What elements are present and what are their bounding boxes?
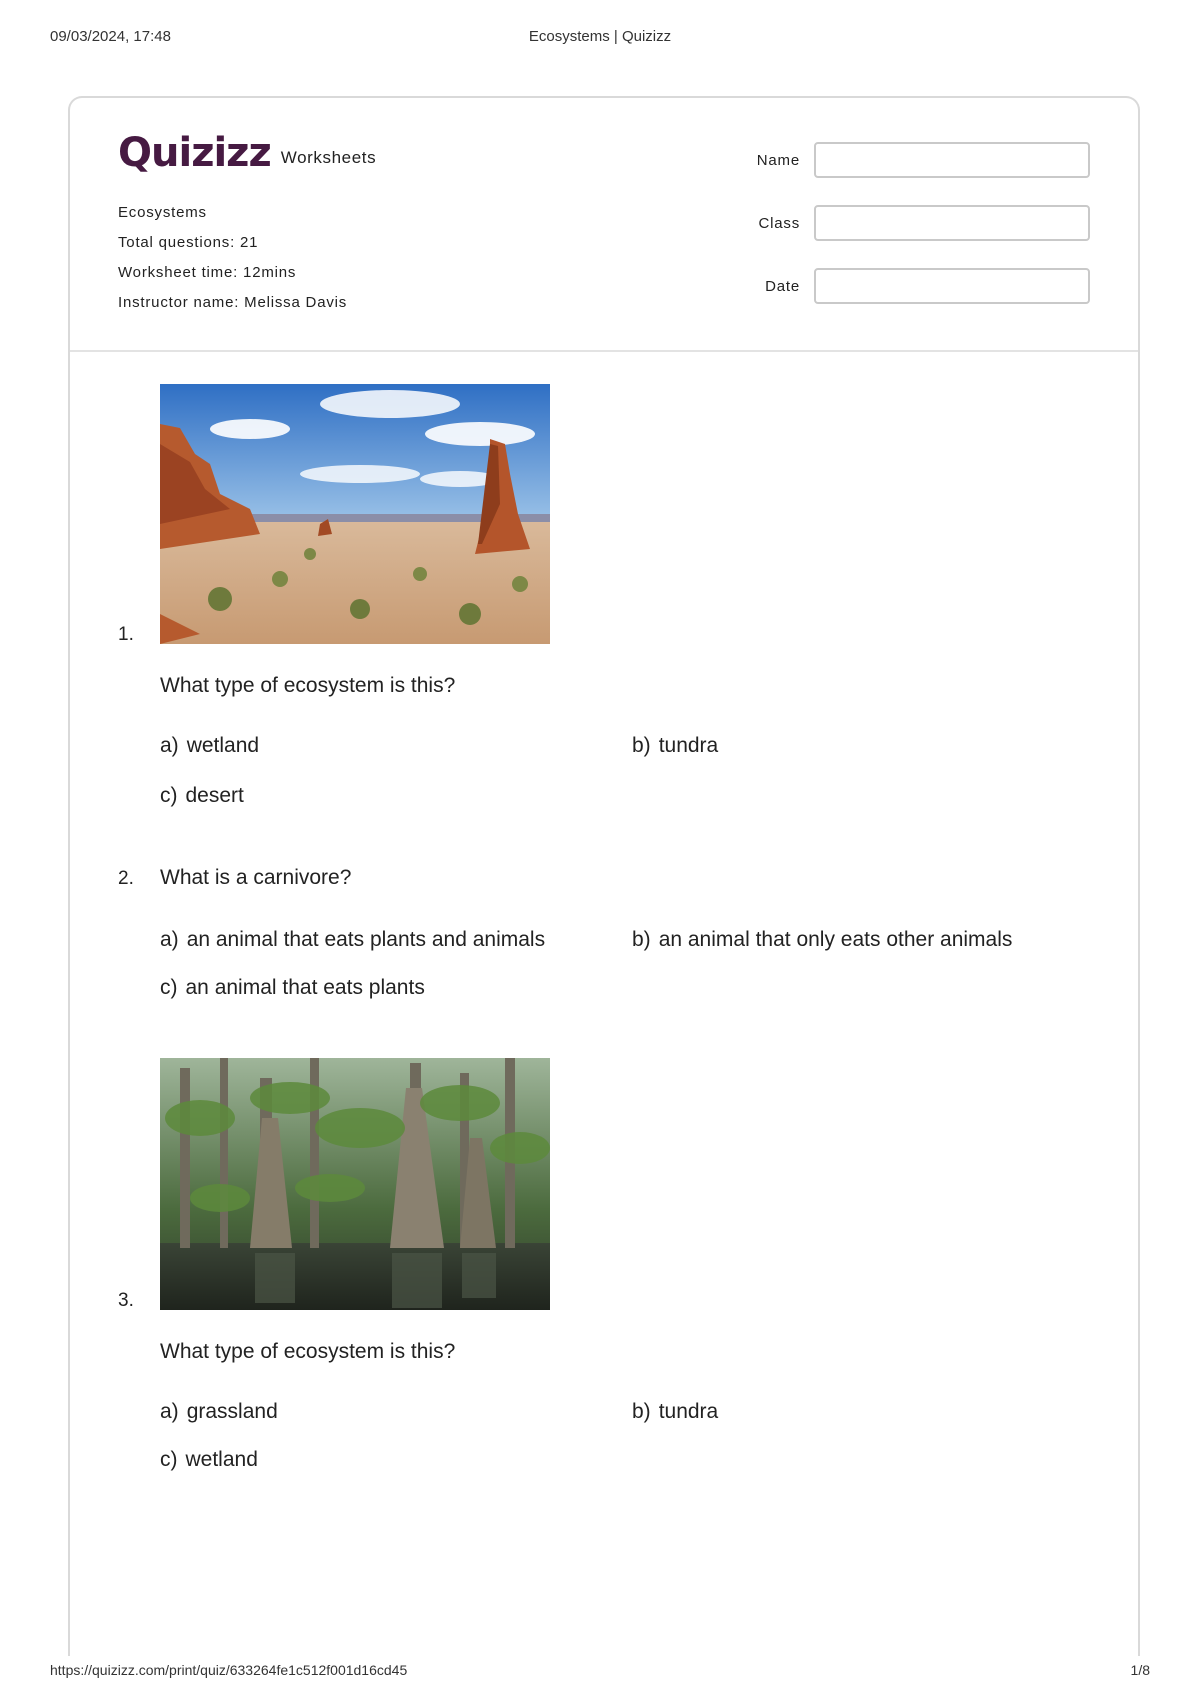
option-letter: b) <box>632 1400 651 1423</box>
logo-wordmark: Quizizz <box>118 130 271 176</box>
option-letter: c) <box>160 976 178 999</box>
worksheet-time: Worksheet time: 12mins <box>118 264 297 281</box>
option-text: grassland <box>186 1400 278 1423</box>
page-number: 1/8 <box>1130 1662 1150 1678</box>
option-text: an animal that eats plants <box>185 976 425 999</box>
option-text: an animal that only eats other animals <box>658 928 1013 951</box>
print-datetime: 09/03/2024, 17:48 <box>50 28 171 45</box>
student-fields <box>710 142 1090 331</box>
option-letter: b) <box>632 928 651 951</box>
option-c[interactable] <box>160 1448 258 1472</box>
desert-photo <box>160 384 550 644</box>
option-text: wetland <box>186 734 260 757</box>
worksheet-header <box>70 98 1138 352</box>
option-text: wetland <box>185 1448 258 1471</box>
option-text: tundra <box>658 1400 719 1423</box>
option-text: tundra <box>658 734 719 757</box>
question-1 <box>118 384 1098 824</box>
option-letter: a) <box>160 1400 179 1423</box>
print-footer <box>50 1662 1150 1682</box>
option-b[interactable] <box>632 928 1012 952</box>
option-letter: a) <box>160 928 179 951</box>
question-2 <box>118 866 1098 1016</box>
date-label: Date <box>765 278 800 295</box>
option-b[interactable] <box>632 734 718 758</box>
print-url[interactable]: https://quizizz.com/print/quiz/633264fe1c512f001d16cd45 <box>50 1662 408 1678</box>
wetland-photo <box>160 1058 550 1310</box>
print-header <box>50 28 1150 48</box>
question-text: What is a carnivore? <box>160 866 352 889</box>
question-number: 1. <box>118 624 134 645</box>
name-label: Name <box>756 152 800 169</box>
class-label: Class <box>758 215 800 232</box>
question-text: What type of ecosystem is this? <box>160 1340 456 1363</box>
question-number: 3. <box>118 1290 134 1311</box>
print-page-title: Ecosystems | Quizizz <box>528 28 672 45</box>
total-questions: Total questions: 21 <box>118 234 259 251</box>
logo-product: Worksheets <box>280 148 377 167</box>
worksheet-meta <box>118 198 347 318</box>
option-text: an animal that eats plants and animals <box>186 928 546 951</box>
option-letter: c) <box>160 1448 178 1471</box>
option-b[interactable] <box>632 1400 718 1424</box>
option-text: desert <box>185 784 244 807</box>
worksheet-card <box>68 96 1140 1656</box>
date-row <box>710 268 1090 331</box>
option-letter: c) <box>160 784 178 807</box>
option-c[interactable] <box>160 784 244 808</box>
option-a[interactable] <box>160 734 259 758</box>
date-field[interactable] <box>814 268 1090 304</box>
option-c[interactable] <box>160 976 425 1000</box>
option-a[interactable] <box>160 1400 278 1424</box>
option-letter: a) <box>160 734 179 757</box>
option-a[interactable] <box>160 928 545 952</box>
question-number: 2. <box>118 868 134 889</box>
option-letter: b) <box>632 734 651 757</box>
instructor-name: Instructor name: Melissa Davis <box>118 294 348 311</box>
worksheet-title: Ecosystems <box>118 204 207 221</box>
class-field[interactable] <box>814 205 1090 241</box>
name-field[interactable] <box>814 142 1090 178</box>
question-3 <box>118 1058 1098 1498</box>
quizizz-logo <box>118 132 376 174</box>
class-row <box>710 205 1090 268</box>
question-text: What type of ecosystem is this? <box>160 674 456 697</box>
name-row <box>710 142 1090 205</box>
